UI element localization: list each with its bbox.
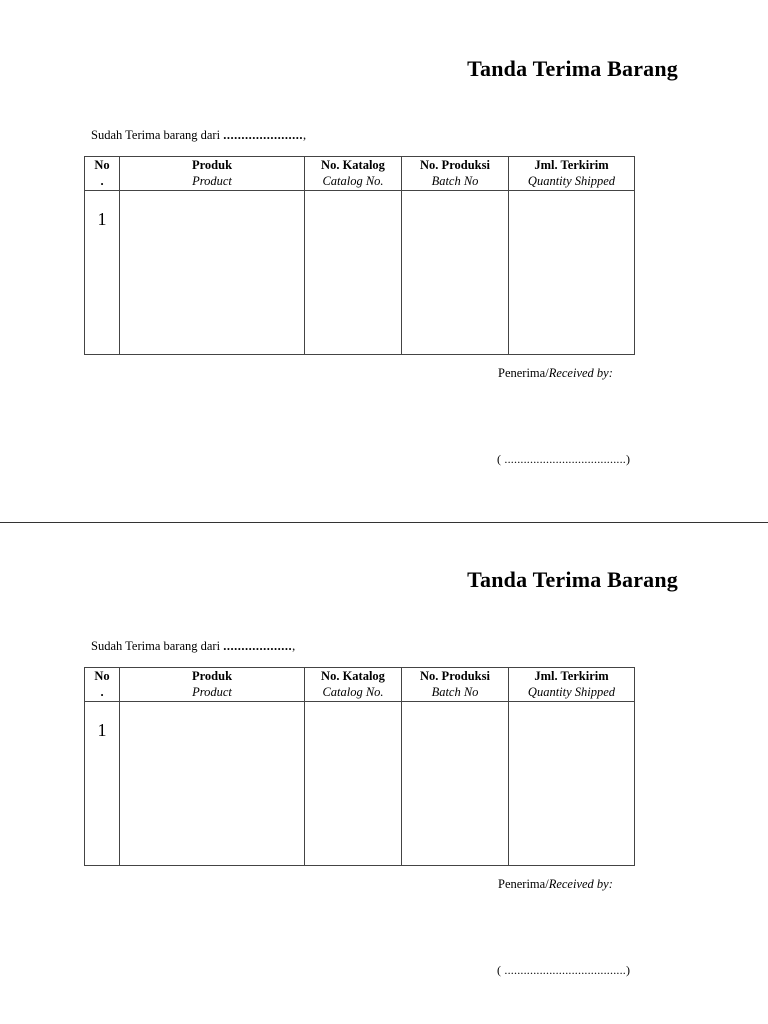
received-from-line: [91, 128, 306, 143]
product-cell: [120, 702, 305, 866]
received-from-blank: ......................: [223, 128, 303, 142]
quantity-cell: [509, 702, 635, 866]
signature-line: ( ......................................): [497, 963, 631, 977]
batch-cell: [402, 702, 509, 866]
col-header-quantity: Jml. Terkirim Quantity Shipped: [509, 157, 635, 191]
received-from-blank: ...................: [223, 639, 293, 653]
table-row: [85, 191, 635, 355]
items-table: [84, 667, 635, 866]
col-header-no: No .: [85, 668, 120, 702]
received-by-label: Penerima/Received by:: [498, 366, 613, 380]
table-row: [85, 702, 635, 866]
table-header-row: [85, 157, 635, 191]
received-by-label: Penerima/Received by:: [498, 877, 613, 891]
receipt-form-top: [0, 0, 768, 511]
row-number-cell: 1: [85, 191, 120, 355]
product-cell: [120, 191, 305, 355]
items-table: [84, 156, 635, 355]
catalog-cell: [305, 702, 402, 866]
catalog-cell: [305, 191, 402, 355]
col-header-batch: No. Produksi Batch No: [402, 157, 509, 191]
col-header-catalog: No. Katalog Catalog No.: [305, 668, 402, 702]
received-from-suffix: ,: [292, 639, 296, 653]
signature-line: ( ......................................): [497, 452, 631, 466]
received-from-line: [91, 639, 295, 654]
col-header-product: Produk Product: [120, 157, 305, 191]
received-from-suffix: ,: [302, 128, 307, 142]
form-title: Tanda Terima Barang: [467, 56, 678, 81]
col-header-catalog: No. Katalog Catalog No.: [305, 157, 402, 191]
col-header-batch: No. Produksi Batch No: [402, 668, 509, 702]
received-from-label: Sudah Terima barang dari: [91, 128, 221, 142]
quantity-cell: [509, 191, 635, 355]
col-header-quantity: Jml. Terkirim Quantity Shipped: [509, 668, 635, 702]
col-header-product: Produk Product: [120, 668, 305, 702]
received-from-label: Sudah Terima barang dari: [91, 639, 221, 653]
row-number-cell: 1: [85, 702, 120, 866]
table-header-row: [85, 668, 635, 702]
receipt-form-bottom: [0, 511, 768, 1022]
batch-cell: [402, 191, 509, 355]
form-title: Tanda Terima Barang: [467, 567, 678, 592]
col-header-no: No .: [85, 157, 120, 191]
